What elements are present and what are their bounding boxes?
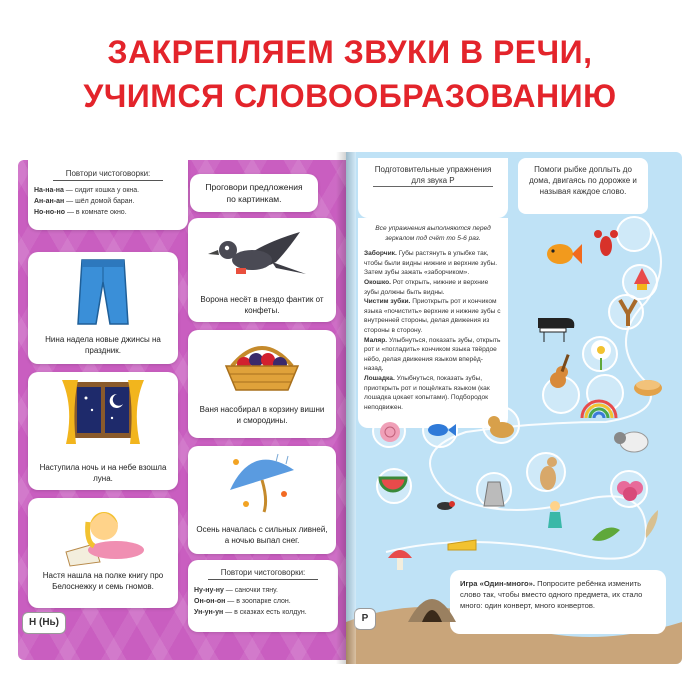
fish-task-text: Помоги рыбке доплыть до дома, двигаясь по дорожке и называя каждое слово. (529, 165, 637, 196)
tongue-twisters-bottom-title: Повтори чистоговорки: (208, 567, 318, 580)
exercise-item: Чистим зубки. Приоткрыть рот и кончиком языка «почистить» верхние и нижние зубы с внутренней стороны, делая движения из стороны в сторону. (364, 298, 501, 334)
cheese-icon (446, 530, 478, 554)
jeans-icon (74, 256, 132, 328)
grotto-icon (404, 584, 460, 624)
exercise-item: Маляр. Улыбнуться, показать зубы, открыть рот и «погладить» кончиком языка твёрдое нёбо, делая движения языком вперёд-назад. (364, 336, 501, 373)
rainbow-icon (578, 396, 620, 420)
book-spread (18, 152, 682, 664)
headline (0, 30, 700, 118)
headline-line2: УЧИМСЯ СЛОВООБРАЗОВАНИЮ (83, 78, 617, 114)
book-spine (336, 152, 356, 664)
game-text: Попросите ребёнка изменить слово так, чтобы вместо одного предмета, их стало много: один конверт, много конвертов. (460, 579, 643, 610)
ram-icon (612, 424, 652, 458)
crayfish-icon (590, 228, 622, 260)
tongue-twisters-bottom-card (188, 560, 338, 632)
mushroom-icon (386, 544, 414, 572)
tongue-twisters-top-card (28, 160, 188, 230)
berry-basket-icon (218, 336, 306, 394)
game-card (450, 570, 666, 634)
window-card (28, 372, 178, 490)
left-page-badge: Н (Нь) (22, 612, 66, 634)
rocket-icon (628, 266, 656, 296)
mosquito-icon (430, 494, 460, 518)
roses-icon (614, 476, 646, 504)
kangaroo-icon (532, 454, 566, 492)
umbrella-caption: Осень началась с сильных ливней, а ночью выпал снег. (196, 525, 328, 545)
crow-icon (206, 222, 316, 284)
reading-girl-icon (58, 502, 148, 568)
basket-card (188, 330, 336, 438)
exercise-item: Окошко. Рот открыть, нижние и верхние зубы должны быть видны. (364, 278, 489, 296)
crow-card (188, 218, 336, 322)
crow-caption: Ворона несёт в гнездо фантик от конфеты. (200, 295, 324, 315)
verse-line: Ун-ун-ун — в сказках есть колдун. (194, 609, 307, 616)
tongue-twisters-top-title: Повтори чистоговорки: (53, 168, 163, 181)
basket-caption: Ваня насобирал в корзину вишни и смородины. (199, 405, 325, 425)
watermelon-icon (378, 474, 408, 498)
pea-pod-icon (590, 524, 622, 546)
fish-icon (426, 420, 456, 440)
lynx-icon (486, 412, 518, 440)
slingshot-icon (614, 298, 642, 328)
jeans-card (28, 252, 178, 364)
exercise-item: Заборчик. Губы растянуть в улыбке так, чтобы были видны нижние и верхние зубы. Затем зубы зажать «заборчиком». (364, 250, 498, 277)
girl-caption: Настя нашла на полке книгу про Белоснежку и семь гномов. (42, 571, 164, 591)
quill-icon (640, 508, 664, 542)
speak-title-card (190, 174, 318, 212)
verse-line: Он-он-он — в зоопарке слон. (194, 598, 291, 605)
pie-icon (632, 374, 664, 398)
night-window-icon (62, 378, 144, 446)
exercise-title: Подготовительные упражнения для звука Р (374, 165, 492, 185)
girl-card (28, 498, 178, 608)
headline-line1: ЗАКРЕПЛЯЕМ ЗВУКИ В РЕЧИ, (107, 34, 593, 70)
exercise-intro: Все упражнения выполняются перед зеркалом под счёт то 5-6 раз. (375, 225, 491, 242)
right-page-badge: Р (354, 608, 376, 630)
verse-line: Ан-ан-ан — шёл домой баран. (34, 198, 135, 205)
jeans-caption: Нина надела новые джинсы на праздник. (45, 335, 161, 355)
verse-line: Но-но-но — в комнате окно. (34, 209, 127, 216)
game-name: Игра «Один-много». (460, 579, 536, 588)
guitar-icon (546, 352, 576, 390)
piano-icon (536, 314, 576, 342)
umbrella-icon (222, 450, 302, 516)
exercise-title-card (358, 158, 508, 218)
fish-task-card (518, 158, 648, 214)
verse-line: На-на-на — сидит кошка у окна. (34, 187, 140, 194)
speak-title: Проговори предложения по картинкам. (205, 182, 303, 204)
umbrella-card (188, 446, 336, 554)
verse-line: Ну-ну-ну — саночки тяну. (194, 587, 278, 594)
goldfish-icon (542, 236, 582, 272)
shell-icon (376, 418, 404, 444)
right-page (346, 152, 682, 664)
left-page (18, 160, 348, 660)
exercise-item: Лошадка. Улыбнуться, показать зубы, приоткрыть рот и пощёлкать языком (как лошадка цокает копытами). Подбородок неподвижен. (364, 374, 490, 411)
exercise-text-card (358, 218, 508, 428)
grater-icon (482, 478, 506, 508)
daisy-icon (586, 338, 616, 370)
window-caption: Наступила ночь и на небе взошла луна. (39, 463, 167, 483)
mermaid-icon (542, 498, 568, 532)
